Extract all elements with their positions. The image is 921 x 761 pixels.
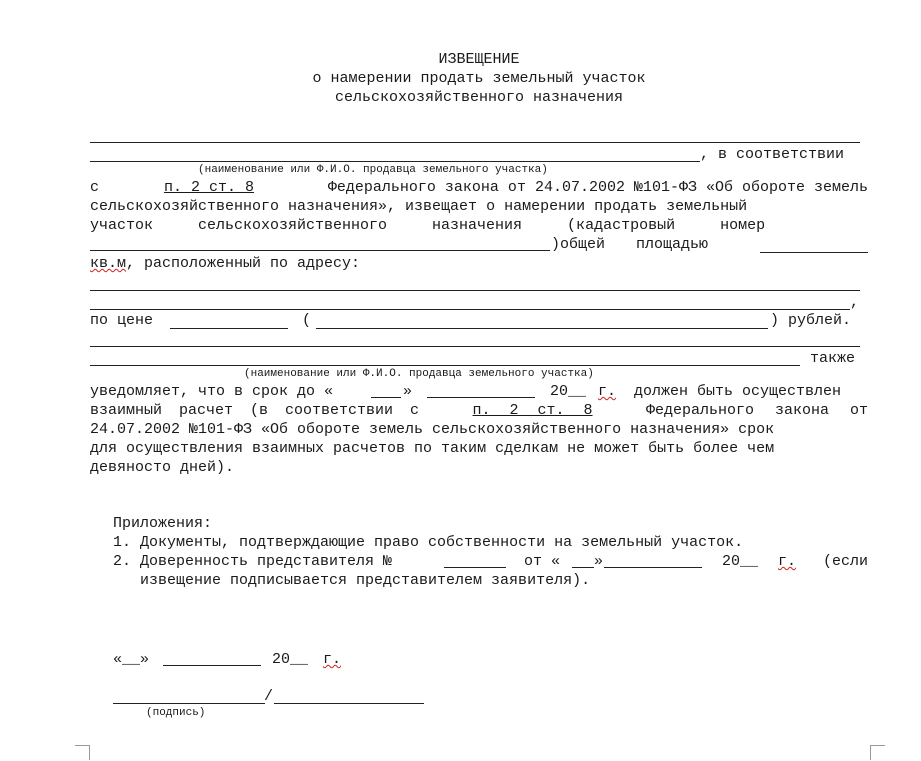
year-abbr: г. [598, 383, 617, 400]
power-of-attorney-number-field[interactable] [444, 567, 506, 568]
body2-line-5: девяносто дней). [90, 459, 235, 476]
body1-l1-rest: Федерального закона от 24.07.2002 №101-ФЗ «Об обороте земель [318, 179, 868, 196]
page-corner-left-mark [75, 745, 90, 760]
seller2-line-1[interactable] [90, 346, 860, 347]
price-words-field[interactable] [316, 328, 768, 329]
address-line-2[interactable] [90, 309, 850, 310]
poa-year-abbr: г. [778, 553, 797, 570]
attachment-item-2d: 20__ [722, 553, 759, 570]
attachment-item-2e: (если [823, 553, 869, 570]
deadline-month-field[interactable] [427, 397, 535, 398]
price-label: по цене [90, 312, 154, 329]
seller-name-line-1[interactable] [90, 142, 860, 143]
page-corner-right-mark [870, 745, 885, 760]
body2-year-g [598, 382, 616, 401]
body2-line-1b: » [403, 383, 413, 400]
body1-line-1 [90, 178, 868, 197]
body2-year: 20__ [550, 383, 587, 400]
document-title: ИЗВЕЩЕНИЕ [438, 51, 520, 68]
signature-slash: / [264, 688, 274, 705]
seller-suffix: , в соответствии [700, 146, 845, 163]
kvm-unit: кв.м [90, 255, 127, 272]
attachments-heading: Приложения: [113, 515, 213, 532]
price-open-paren: ( [302, 312, 312, 329]
body2-line-2 [90, 401, 868, 420]
body1-line-2: сельскохозяйственного назначения», извещает о намерении продать земельный [90, 198, 748, 215]
attachment-item-2-cont: извещение подписывается представителем заявителя). [140, 572, 591, 589]
signature-field[interactable] [113, 703, 265, 704]
seller2-suffix: также [810, 350, 856, 367]
attachment-item-1: 1. Документы, подтверждающие право собственности на земельный участок. [113, 534, 744, 551]
body1-c: с [90, 179, 100, 196]
signature-year-g [323, 650, 341, 669]
body2-line-1d: должен быть осуществлен [634, 383, 842, 400]
seller-caption: (наименование или Ф.И.О. продавца земельного участка) [198, 164, 548, 176]
signature-caption: (подпись) [146, 707, 206, 719]
body2-line-1a: уведомляет, что в срок до « [90, 383, 334, 400]
seller2-caption: (наименование или Ф.И.О. продавца земельного участка) [244, 368, 594, 380]
address-label: , расположенный по адресу: [126, 255, 361, 272]
seller-name-line-2[interactable] [90, 161, 700, 162]
signature-name-field[interactable] [274, 703, 424, 704]
address-comma: , [850, 294, 860, 311]
attachment-item-2a: 2. Доверенность представителя № [113, 553, 393, 570]
signature-date-day: «__» [113, 651, 150, 668]
signature-year: 20__ [272, 651, 309, 668]
attachment-item-2c: » [594, 553, 604, 570]
body1-line-5 [90, 254, 360, 273]
address-line-1[interactable] [90, 290, 860, 291]
body2-line-3: 24.07.2002 №101-ФЗ «Об обороте земель сельскохозяйственного назначения» срок [90, 421, 775, 438]
poa-month-field[interactable] [604, 567, 702, 568]
body1-line-3: участок сельскохозяйственного назначения (кадастровый номер [90, 217, 766, 234]
price-digits-field[interactable] [170, 328, 288, 329]
area-field[interactable] [760, 252, 868, 253]
poa-day-field[interactable] [572, 567, 594, 568]
signature-year-abbr: г. [323, 651, 342, 668]
attachment-item-2g [778, 552, 796, 571]
law-article-link-2[interactable]: п. 2 ст. 8 [472, 402, 593, 419]
document-subtitle-2: сельскохозяйственного назначения [334, 89, 624, 106]
seller2-line-2[interactable] [90, 365, 800, 366]
deadline-day-field[interactable] [371, 397, 401, 398]
attachment-item-2b: от « [524, 553, 561, 570]
cadastral-number-field[interactable] [90, 250, 550, 251]
document-subtitle-1: о намерении продать земельный участок [312, 70, 646, 87]
body1-line-4: )общей площадью [551, 236, 709, 253]
signature-month-field[interactable] [163, 665, 261, 666]
body2-l2a: взаимный расчет (в соответствии с [90, 402, 420, 419]
body2-line-4: для осуществления взаимных расчетов по таким сделкам не может быть более чем [90, 440, 775, 457]
law-article-link[interactable]: п. 2 ст. 8 [163, 179, 254, 196]
body2-l2b: Федерального закона от [645, 402, 868, 419]
price-suffix: ) рублей. [770, 312, 852, 329]
